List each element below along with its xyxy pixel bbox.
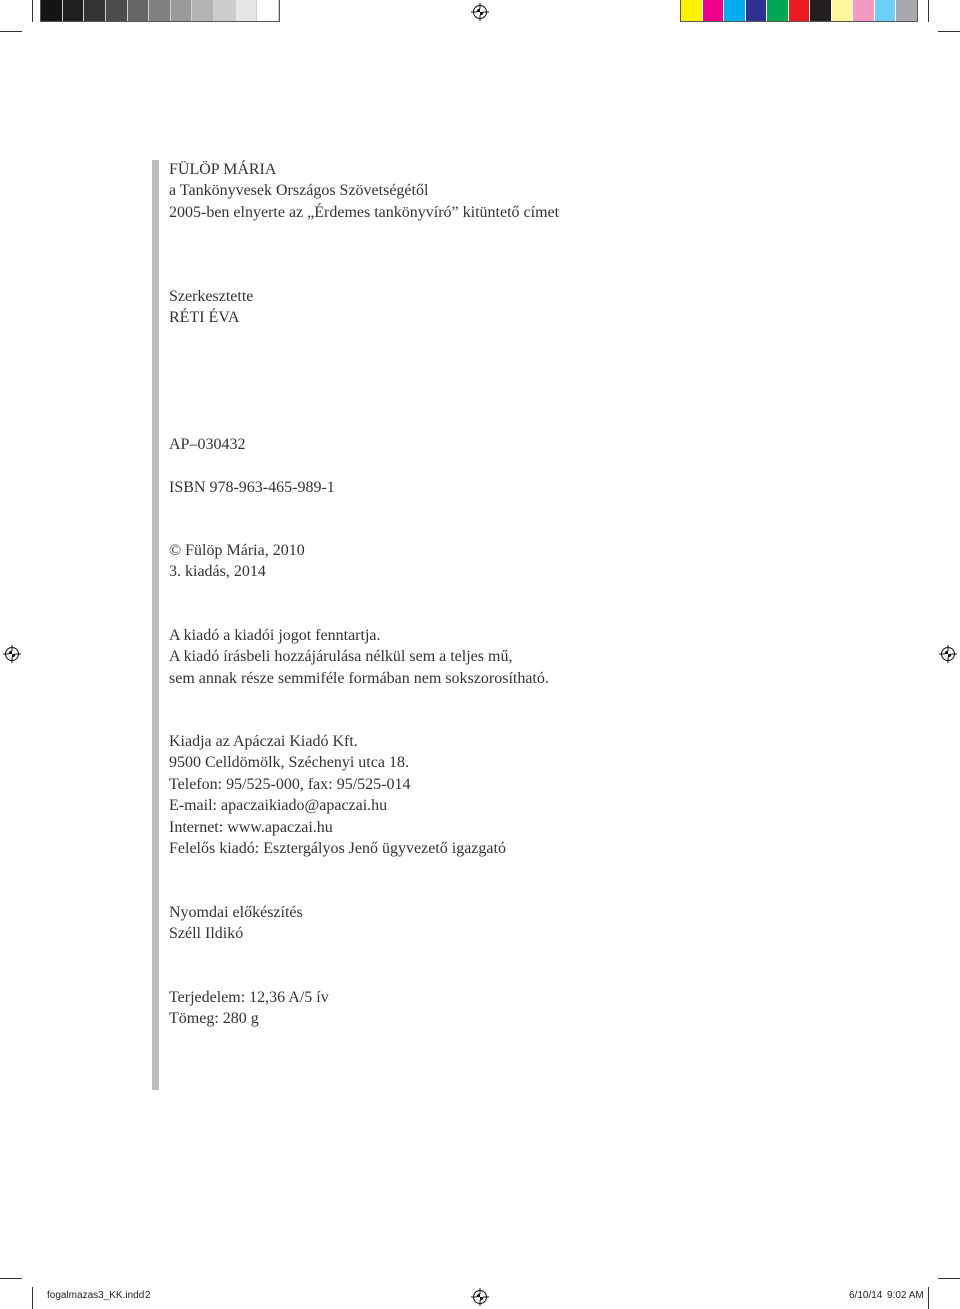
crop-mark	[938, 31, 960, 32]
rights-line: A kiadó a kiadói jogot fenntartja.	[169, 627, 381, 644]
edition-info: 3. kiadás, 2014	[169, 563, 266, 581]
grayscale-swatch	[149, 0, 171, 21]
isbn	[169, 477, 335, 498]
rights-line: sem annak része semmiféle formában nem sokszorosítható.	[169, 669, 549, 687]
color-swatch	[724, 0, 746, 21]
color-swatch	[681, 0, 703, 21]
editor-label: Szerkesztette	[169, 288, 254, 305]
publisher-email: E-mail: apaczaikiado@apaczai.hu	[169, 797, 388, 815]
crop-mark	[0, 1278, 22, 1279]
grayscale-swatch	[257, 0, 279, 21]
author-award-line: a Tankönyvesek Országos Szövetségétől	[169, 182, 429, 200]
slug-file: fogalmazas3_KK.indd	[47, 1290, 145, 1301]
registration-mark-icon	[471, 1288, 489, 1306]
isbn-text: ISBN 978-963-465-989-1	[169, 479, 335, 496]
ap-code	[169, 434, 245, 455]
publisher-name: Kiadja az Apáczai Kiadó Kft.	[169, 733, 358, 750]
slug-date: 6/10/14	[849, 1290, 883, 1301]
crop-mark	[32, 0, 33, 22]
color-swatch	[875, 0, 897, 21]
publisher-responsible: Felelős kiadó: Esztergályos Jenő ügyvezető igazgató	[169, 839, 506, 857]
author-block	[169, 159, 559, 223]
copyright-notice: © Fülöp Mária, 2010	[169, 542, 305, 559]
publisher-phone: Telefon: 95/525-000, fax: 95/525-014	[169, 775, 411, 793]
grayscale-swatch	[106, 0, 128, 21]
color-swatch	[853, 0, 875, 21]
crop-mark	[32, 1287, 33, 1309]
crop-mark	[0, 31, 22, 32]
extent-size: Terjedelem: 12,36 A/5 ív	[169, 989, 329, 1006]
registration-mark-icon	[471, 3, 489, 21]
side-rule	[152, 160, 159, 1090]
grayscale-swatch	[236, 0, 258, 21]
grayscale-swatch	[63, 0, 85, 21]
extent-weight: Tömeg: 280 g	[169, 1010, 259, 1028]
color-swatch	[746, 0, 768, 21]
extent-block	[169, 987, 329, 1030]
editor-block	[169, 286, 253, 329]
slug-page: 2	[145, 1290, 151, 1301]
crop-mark	[928, 0, 929, 22]
author-award-line: 2005-ben elnyerte az „Érdemes tankönyvíró” kitüntető címet	[169, 203, 560, 221]
color-swatch	[832, 0, 854, 21]
rights-line: A kiadó írásbeli hozzájárulása nélkül sem a teljes mű,	[169, 648, 513, 666]
crop-mark	[928, 1287, 929, 1309]
grayscale-swatch	[41, 0, 63, 21]
editor-name: RÉTI ÉVA	[169, 309, 240, 327]
prepress-name: Széll Ildikó	[169, 925, 244, 943]
prepress-label: Nyomdai előkészítés	[169, 904, 303, 921]
rights-block	[169, 625, 549, 689]
publisher-address: 9500 Celldömölk, Széchenyi utca 18.	[169, 754, 409, 772]
grayscale-swatch	[214, 0, 236, 21]
color-swatch	[767, 0, 789, 21]
registration-mark-icon	[3, 645, 21, 663]
color-swatch	[789, 0, 811, 21]
author-name: FÜLÖP MÁRIA	[169, 161, 277, 178]
slug-time: 9:02 AM	[887, 1290, 924, 1301]
publisher-website: Internet: www.apaczai.hu	[169, 818, 333, 836]
grayscale-swatch	[128, 0, 150, 21]
copyright-block	[169, 540, 305, 583]
color-control-strip	[680, 0, 918, 22]
ap-code-text: AP–030432	[169, 436, 246, 453]
prepress-block	[169, 902, 303, 945]
color-swatch	[703, 0, 725, 21]
registration-mark-icon	[939, 645, 957, 663]
publisher-block	[169, 731, 506, 859]
crop-mark	[938, 1278, 960, 1279]
color-swatch	[896, 0, 917, 21]
grayscale-control-strip	[40, 0, 280, 22]
grayscale-swatch	[192, 0, 214, 21]
color-swatch	[810, 0, 832, 21]
grayscale-swatch	[84, 0, 106, 21]
grayscale-swatch	[171, 0, 193, 21]
